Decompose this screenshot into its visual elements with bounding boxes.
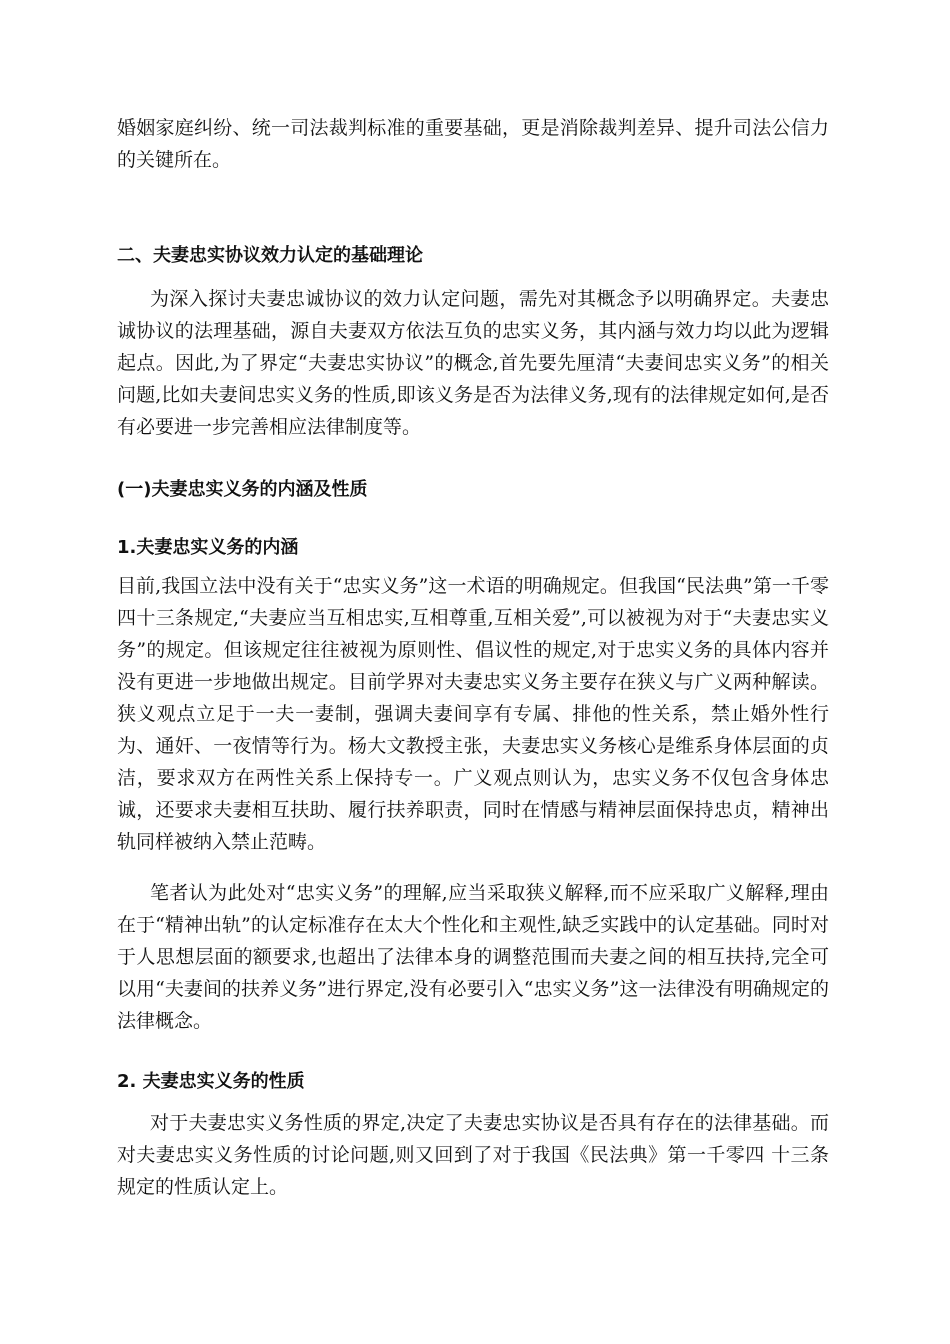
paragraph-nature: 对于夫妻忠实义务性质的界定,决定了夫妻忠实协议是否具有存在的法律基础。而对夫妻忠实义务性质的讨论问题,则又回到了对于我国《民法典》第一千零四 十三条规定的性质认定上。 [117,1112,829,1198]
paragraph-intro: 为深入探讨夫妻忠诚协议的效力认定问题，需先对其概念予以明确界定。夫妻忠诚协议的法理基础，源自夫妻双方依法互负的忠实义务，其内涵与效力均以此为逻辑起点。因此,为了界定“夫妻忠实协议”的概念,首先要先厘清“夫妻间忠实义务”的相关问题,比如夫妻间忠实义务的性质,即该义务是否为法律义务,现有的法律规定如何,是否有必要进一步完善相应法律制度等。 [117,288,829,438]
subsection-heading: (一)夫妻忠实义务的内涵及性质 [117,479,368,500]
paragraph-continued: 婚姻家庭纠纷、统一司法裁判标准的重要基础，更是消除裁判差异、提升司法公信力的关键所在。 [117,117,829,171]
paragraph-connotation: 目前,我国立法中没有关于“忠实义务”这一术语的明确规定。但我国“民法典”第一千零四十三条规定,“夫妻应当互相忠实,互相尊重,互相关爱”,可以被视为对于“夫妻忠实义务”的规定。但该规定往往被视为原则性、倡议性的规定,对于忠实义务的具体内容并没有更进一步地做出规定。目前学界对夫妻忠实义务主要存在狭义与广义两种解读。狭义观点立足于一夫一妻制，强调夫妻间享有专属、排他的性关系，禁止婚外性行为、通奸、一夜情等行为。杨大文教授主张，夫妻忠实义务核心是维系身体层面的贞洁，要求双方在两性关系上保持专一。广义观点则认为，忠实义务不仅包含身体忠诚，还要求夫妻相互扶助、履行扶养职责，同时在情感与精神层面保持忠贞，精神出轨同样被纳入禁止范畴。 [117,575,829,853]
paragraph-author-view: 笔者认为此处对“忠实义务”的理解,应当采取狭义解释,而不应采取广义解释,理由在于“精神出轨”的认定标准存在太大个性化和主观性,缺乏实践中的认定基础。同时对于人思想层面的额要求,也超出了法律本身的调整范围而夫妻之间的相互扶持,完全可以用“夫妻间的扶养义务”进行界定,没有必要引入“忠实义务”这一法律没有明确规定的法律概念。 [117,882,829,1032]
section-heading: 二、夫妻忠实协议效力认定的基础理论 [117,245,423,266]
subsubsection-heading-2: 2. 夫妻忠实义务的性质 [117,1071,305,1092]
subsubsection-heading-1: 1.夫妻忠实义务的内涵 [117,537,299,558]
